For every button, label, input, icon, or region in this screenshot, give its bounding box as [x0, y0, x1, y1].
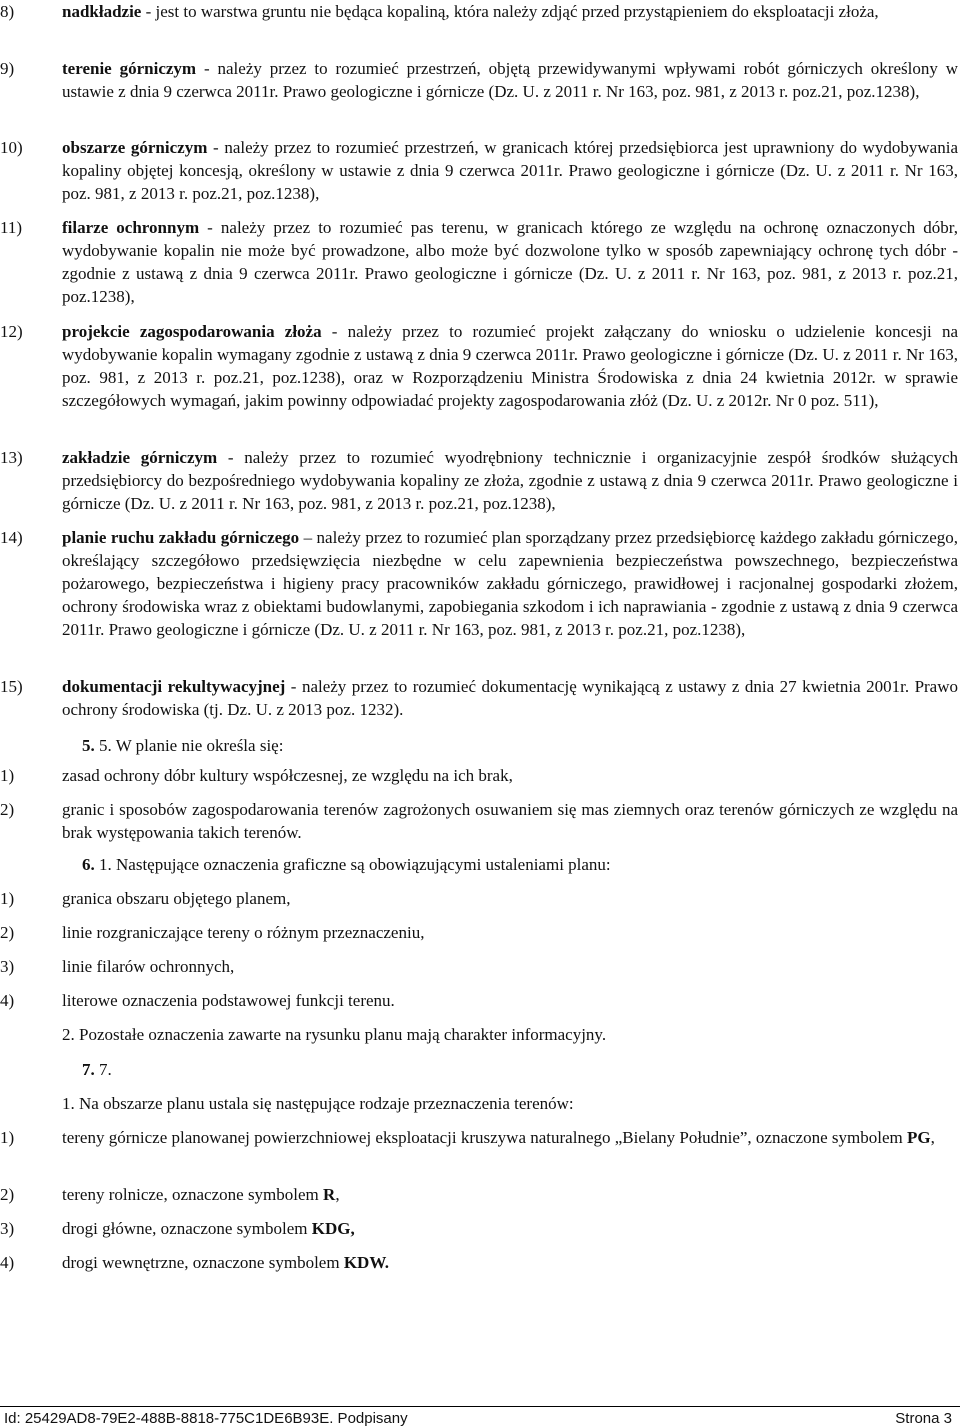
item-number: 11)	[0, 218, 23, 237]
section-6-item-2	[0, 921, 958, 944]
item-text: drogi główne, oznaczone symbolem	[62, 1219, 312, 1238]
item-number: 8)	[0, 2, 15, 21]
item-tail: ,	[930, 1128, 935, 1147]
definition-term: obszarze górniczym	[62, 138, 208, 157]
definition-13	[0, 446, 958, 515]
definition-text: - należy przez to rozumieć projekt załączany do wniosku o udzielenie koncesji na wydobywanie kopalin wymagany zgodnie z ustawą z dnia 9 czerwca 2011r. Prawo geologiczne i górnicze (Dz. U. z 2011 r. Nr 163, poz. 981, z 2013 r. poz.21, poz.1238), oraz w Rozporządzeniu Ministra Środowiska z dnia 24 kwietnia 2012r. w sprawie szczegółowych wymagań, jakim powinny odpowiadać projekty zagospodarowania złóż (Dz. U. z 2012r. Nr 0 poz. 511),	[62, 322, 958, 410]
item-number: 14)	[0, 528, 23, 547]
item-text: linie rozgraniczające tereny o różnym przeznaczeniu,	[62, 923, 425, 942]
definition-9	[0, 57, 958, 103]
item-tail: ,	[335, 1185, 340, 1204]
item-symbol: KDG,	[311, 1219, 355, 1238]
section-5-item-2	[0, 798, 958, 844]
item-symbol: PG	[906, 1128, 931, 1147]
section-number: 5.	[82, 736, 99, 755]
definition-text: - należy przez to rozumieć pas terenu, w granicach którego ze względu na ochronę oznaczonych dóbr, wydobywanie kopalin nie może być prowadzone, albo może być dozwolone tylko w sposób zapewniający ochronę tych dóbr - zgodnie z ustawą z dnia 9 czerwca 2011r. Prawo geologiczne i górnicze (Dz. U. z 2011 r. Nr 163, poz. 981, z 2013 r. poz.21, poz.1238),	[62, 218, 958, 306]
definition-10	[0, 136, 958, 205]
footer-page-number: Strona 3	[895, 1410, 952, 1427]
item-number: 3)	[0, 1219, 15, 1238]
section-intro: 5. W planie nie określa się:	[99, 736, 284, 755]
definition-11	[0, 216, 958, 308]
item-symbol: R	[323, 1185, 336, 1204]
section-7-heading	[82, 1058, 112, 1081]
definition-term: dokumentacji rekultywacyjnej	[62, 677, 286, 696]
section-7-item-2	[0, 1183, 958, 1206]
section-number: 7.	[82, 1060, 99, 1079]
section-7-intro: 1. Na obszarze planu ustala się następujące rodzaje przeznaczenia terenów:	[62, 1094, 574, 1113]
item-number: 4)	[0, 991, 15, 1010]
item-number: 2)	[0, 1185, 15, 1204]
item-number: 9)	[0, 59, 15, 78]
item-number: 4)	[0, 1253, 15, 1272]
definition-15	[0, 675, 958, 721]
definition-term: filarze ochronnym	[62, 218, 200, 237]
section-number: 6.	[82, 855, 99, 874]
item-number: 3)	[0, 957, 15, 976]
item-number: 15)	[0, 677, 23, 696]
section-6-item-1	[0, 887, 958, 910]
item-number: 1)	[0, 766, 15, 785]
item-number: 2)	[0, 923, 15, 942]
definition-12	[0, 320, 958, 412]
section-7-item-3	[0, 1217, 958, 1240]
item-text: granica obszaru objętego planem,	[62, 889, 291, 908]
definition-8	[0, 0, 958, 23]
section-5-heading	[82, 734, 283, 757]
definition-term: projekcie zagospodarowania złoża	[62, 322, 322, 341]
definition-text: - jest to warstwa gruntu nie będąca kopaliną, która należy zdjąć przed przystąpieniem do eksploatacji złoża,	[141, 2, 879, 21]
footer-document-id: Id: 25429AD8-79E2-488B-8818-775C1DE6B93E. Podpisany	[4, 1410, 408, 1427]
section-6-item-3	[0, 955, 958, 978]
section-intro: 1. Następujące oznaczenia graficzne są obowiązującymi ustaleniami planu:	[99, 855, 611, 874]
section-6-note: 2. Pozostałe oznaczenia zawarte na rysunku planu mają charakter informacyjny.	[62, 1025, 607, 1044]
definition-14	[0, 526, 958, 641]
definition-term: planie ruchu zakładu górniczego	[62, 528, 300, 547]
definition-term: terenie górniczym	[62, 59, 197, 78]
item-text: zasad ochrony dóbr kultury współczesnej, ze względu na ich brak,	[62, 766, 513, 785]
definition-text: - należy przez to rozumieć przestrzeń, w granicach której przedsiębiorca jest uprawniony do wydobywania kopaliny objętej koncesją, określony w ustawie z dnia 9 czerwca 2011r. Prawo geologiczne i górnicze (Dz. U. z 2011 r. Nr 163, poz. 981, z 2013 r. poz.21, poz.1238),	[62, 138, 958, 203]
definition-term: nadkładzie	[62, 2, 142, 21]
section-6-item-4	[0, 989, 958, 1012]
item-text: linie filarów ochronnych,	[62, 957, 235, 976]
item-text: drogi wewnętrzne, oznaczone symbolem	[62, 1253, 344, 1272]
section-subnumber: 7.	[99, 1060, 112, 1079]
item-number: 10)	[0, 138, 23, 157]
item-number: 1)	[0, 889, 15, 908]
footer-divider	[0, 1406, 960, 1407]
section-6-heading	[82, 853, 611, 876]
item-number: 13)	[0, 448, 23, 467]
item-number: 12)	[0, 322, 23, 341]
item-text: granic i sposobów zagospodarowania terenów zagrożonych osuwaniem się mas ziemnych oraz terenów górniczych ze względu na brak występowania takich terenów.	[62, 800, 958, 842]
definition-text: - należy przez to rozumieć przestrzeń, objętą przewidywanymi wpływami robót górniczych określony w ustawie z dnia 9 czerwca 2011r. Prawo geologiczne i górnicze (Dz. U. z 2011 r. Nr 163, poz. 981, z 2013 r. poz.21, poz.1238),	[62, 59, 958, 101]
definition-text: – należy przez to rozumieć plan sporządzany przez przedsiębiorcę każdego zakładu górniczego, określający szczegółowo przedsięwzięcia niezbędne w celu zapewnienia bezpieczeństwa powszechnego, bezpieczeństwa pożarowego, bezpieczeństwa i higieny pracy pracowników zakładu górniczego, prawidłowej i racjonalnej gospodarki złożem, ochrony środowiska wraz z obiektami budowlanymi, zapobiegania szkodom i ich naprawiania - zgodnie z ustawą z dnia 9 czerwca 2011r. Prawo geologiczne i górnicze (Dz. U. z 2011 r. Nr 163, poz. 981, z 2013 r. poz.21, poz.1238),	[62, 528, 958, 639]
section-7-item-4	[0, 1251, 958, 1274]
definition-term: zakładzie górniczym	[62, 448, 218, 467]
section-5-item-1	[0, 764, 958, 787]
item-number: 2)	[0, 800, 15, 819]
item-symbol: KDW.	[343, 1253, 390, 1272]
definition-text: - należy przez to rozumieć dokumentację wynikającą z ustawy z dnia 27 kwietnia 2001r. Prawo ochrony środowiska (tj. Dz. U. z 2013 poz. 1232).	[62, 677, 959, 719]
item-number: 1)	[0, 1128, 15, 1147]
item-text: literowe oznaczenia podstawowej funkcji terenu.	[62, 991, 395, 1010]
item-text: tereny górnicze planowanej powierzchniowej eksploatacji kruszywa naturalnego „Bielany Południe”, oznaczone symbolem	[62, 1128, 907, 1147]
section-7-item-1	[0, 1126, 958, 1149]
definition-text: - należy przez to rozumieć wyodrębniony technicznie i organizacyjnie zespół środków służących przedsiębiorcy do bezpośredniego wydobywania kopaliny ze złoża, zgodnie z ustawą z dnia 9 czerwca 2011r. Prawo geologiczne i górnicze (Dz. U. z 2011 r. Nr 163, poz. 981, z 2013 r. poz.21, poz.1238),	[62, 448, 958, 513]
item-text: tereny rolnicze, oznaczone symbolem	[62, 1185, 324, 1204]
